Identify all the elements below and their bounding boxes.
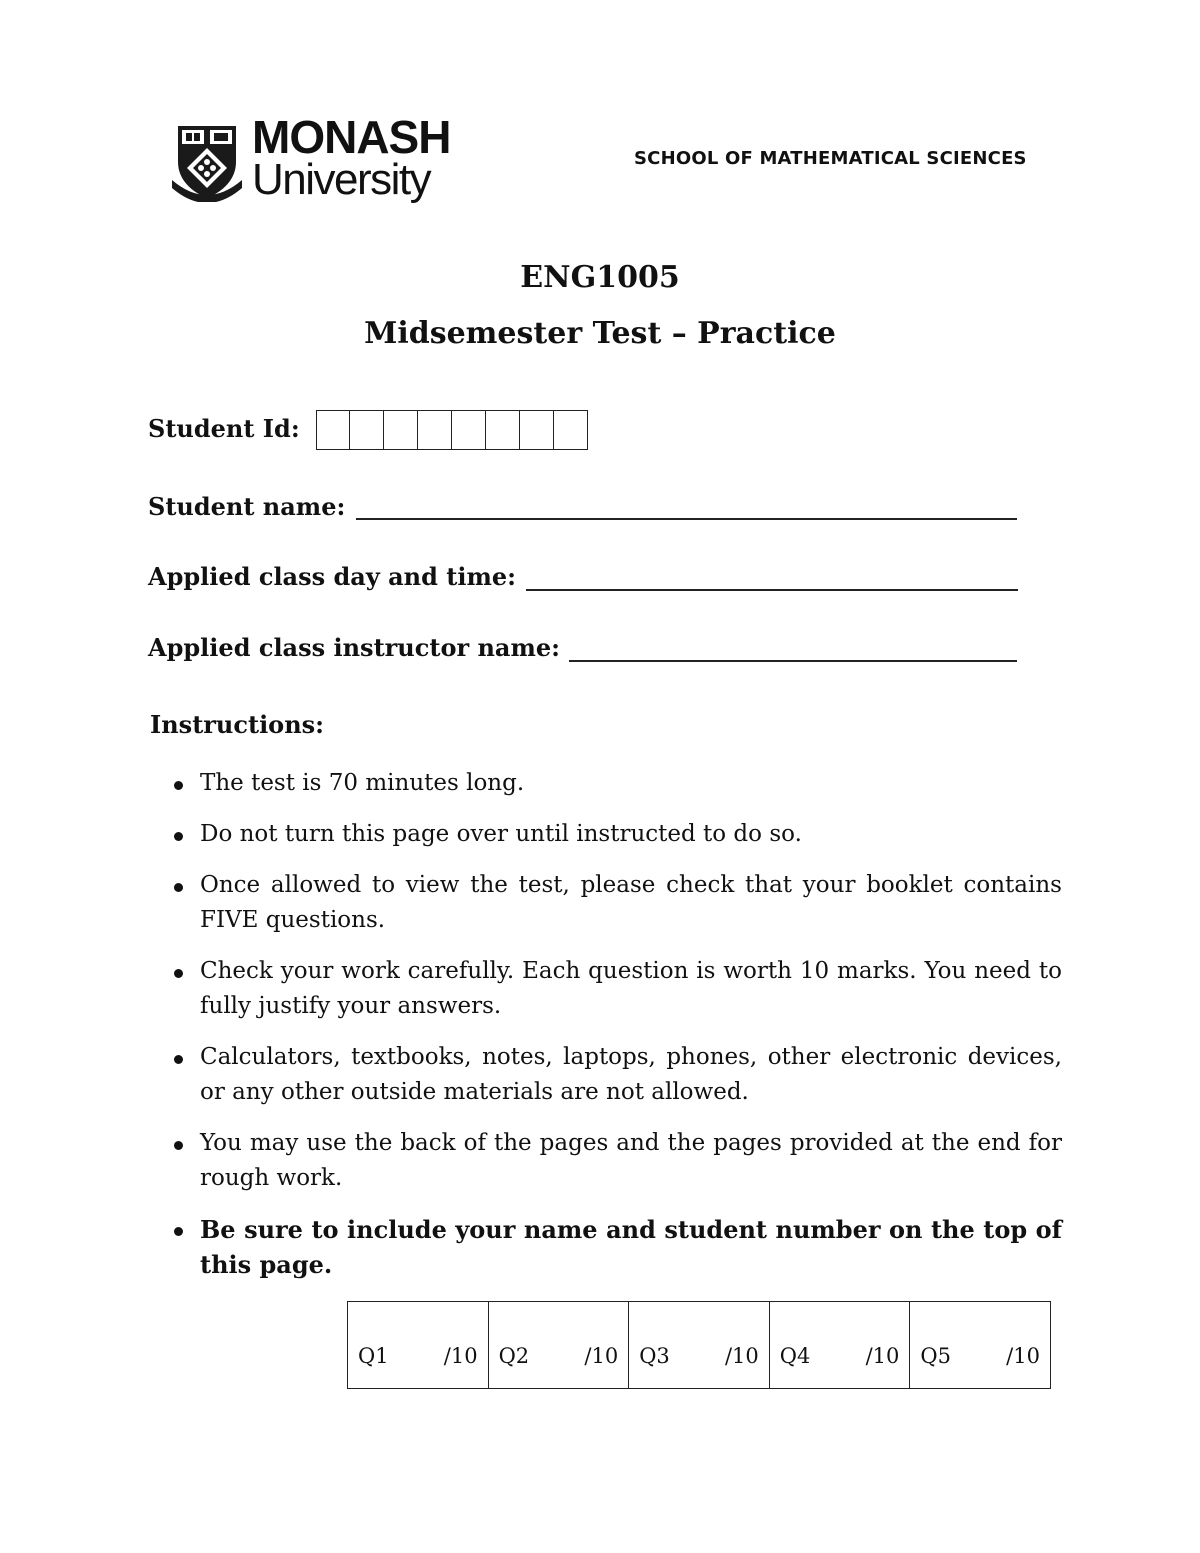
- monash-logo: [172, 111, 452, 210]
- student-id-digit-box[interactable]: [554, 410, 588, 450]
- bullet-icon: [174, 969, 183, 978]
- marks-out-of: /10: [1006, 1344, 1040, 1368]
- instructions-list: [172, 766, 1062, 1298]
- student-id-digit-box[interactable]: [418, 410, 452, 450]
- list-item: Do not turn this page over until instructed to do so.: [172, 817, 1062, 852]
- student-id-digit-box[interactable]: [384, 410, 418, 450]
- marks-cell[interactable]: [910, 1302, 1050, 1388]
- list-item: Once allowed to view the test, please check that your booklet contains FIVE questions.: [172, 868, 1062, 938]
- student-id-digit-box[interactable]: [452, 410, 486, 450]
- marks-out-of: /10: [865, 1344, 900, 1368]
- marks-cell[interactable]: [348, 1302, 489, 1388]
- question-label: Q1: [358, 1344, 389, 1368]
- marks-out-of: /10: [724, 1344, 759, 1368]
- class-time-label: Applied class day and time:: [148, 562, 516, 591]
- bullet-icon: [174, 883, 183, 892]
- student-id-digit-box[interactable]: [316, 410, 350, 450]
- course-code: ENG1005: [520, 260, 680, 295]
- marks-cell[interactable]: [489, 1302, 630, 1388]
- instructor-line[interactable]: [569, 660, 1017, 662]
- marks-cell[interactable]: [770, 1302, 911, 1388]
- question-label: Q2: [498, 1344, 530, 1368]
- student-id-digit-box[interactable]: [520, 410, 554, 450]
- class-time-line[interactable]: [526, 589, 1018, 591]
- school-name: SCHOOL OF MATHEMATICAL SCIENCES: [634, 148, 1027, 169]
- bullet-icon: [174, 832, 183, 841]
- question-label: Q5: [920, 1344, 951, 1368]
- list-item: Check your work carefully. Each question is worth 10 marks. You need to fully justify your answers.: [172, 954, 1062, 1024]
- bullet-icon: [174, 781, 183, 790]
- logo-wordmark-monash: MONASH: [252, 111, 451, 163]
- student-id-digit-box[interactable]: [486, 410, 520, 450]
- marks-out-of: /10: [443, 1344, 478, 1368]
- bullet-icon: [174, 1227, 183, 1236]
- student-name-label: Student name:: [148, 492, 346, 521]
- student-id-boxes[interactable]: [316, 410, 588, 450]
- marks-table: [347, 1301, 1051, 1389]
- marks-cell[interactable]: [629, 1302, 770, 1388]
- student-id-digit-box[interactable]: [350, 410, 384, 450]
- question-label: Q4: [779, 1344, 811, 1368]
- list-item: The test is 70 minutes long.: [172, 766, 1062, 801]
- bullet-icon: [174, 1055, 183, 1064]
- instructor-label: Applied class instructor name:: [148, 633, 560, 662]
- list-item: You may use the back of the pages and the pages provided at the end for rough work.: [172, 1126, 1062, 1196]
- list-item: Be sure to include your name and student number on the top of this page.: [172, 1212, 1062, 1282]
- student-name-line[interactable]: [356, 518, 1017, 520]
- question-label: Q3: [639, 1344, 670, 1368]
- instructions-heading: Instructions:: [150, 710, 325, 739]
- marks-out-of: /10: [584, 1344, 619, 1368]
- bullet-icon: [174, 1141, 183, 1150]
- list-item: Calculators, textbooks, notes, laptops, phones, other electronic devices, or any other outside materials are not allowed.: [172, 1040, 1062, 1110]
- student-id-label: Student Id:: [148, 414, 300, 443]
- university-crest-icon: [172, 122, 242, 202]
- test-title: Midsemester Test – Practice: [364, 316, 836, 351]
- logo-wordmark-university: University: [252, 155, 431, 204]
